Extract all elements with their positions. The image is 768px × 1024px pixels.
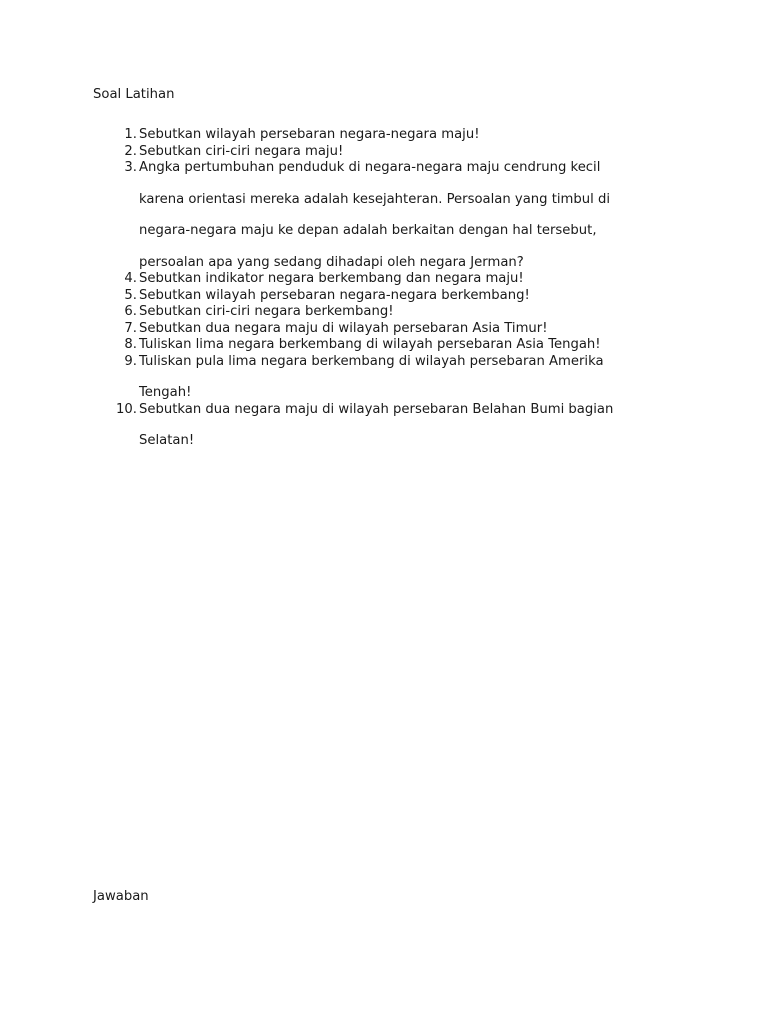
question-number: 7. xyxy=(124,320,137,336)
question-text-continued: negara-negara maju ke depan adalah berkaitan dengan hal tersebut, xyxy=(139,223,597,238)
question-item xyxy=(0,144,768,161)
question-text: Tuliskan lima negara berkembang di wilayah persebaran Asia Tengah! xyxy=(139,337,601,352)
question-number: 9. xyxy=(124,353,137,369)
question-text-continued: Tengah! xyxy=(139,385,192,400)
question-item xyxy=(0,127,768,144)
question-item xyxy=(0,354,768,402)
question-item xyxy=(0,271,768,288)
question-number: 10. xyxy=(116,401,137,417)
question-text: Sebutkan dua negara maju di wilayah persebaran Asia Timur! xyxy=(139,320,548,336)
question-text: Sebutkan ciri-ciri negara berkembang! xyxy=(139,304,394,319)
question-number: 5. xyxy=(124,287,137,303)
document-title: Soal Latihan xyxy=(93,87,175,102)
question-item xyxy=(0,160,768,271)
question-text: Sebutkan wilayah persebaran negara-negara berkembang! xyxy=(139,287,530,303)
question-text-continued: Selatan! xyxy=(139,433,195,448)
answer-label: Jawaban xyxy=(93,889,149,904)
question-item xyxy=(0,321,768,338)
question-number: 3. xyxy=(124,160,137,175)
question-text-continued: persoalan apa yang sedang dihadapi oleh negara Jerman? xyxy=(139,254,524,270)
question-text: Sebutkan indikator negara berkembang dan negara maju! xyxy=(139,271,524,286)
question-number: 4. xyxy=(124,271,137,286)
question-list xyxy=(0,127,768,450)
question-item xyxy=(0,402,768,450)
question-number: 6. xyxy=(124,304,137,319)
question-text: Tuliskan pula lima negara berkembang di wilayah persebaran Amerika xyxy=(139,353,604,369)
question-number: 8. xyxy=(124,337,137,352)
question-number: 1. xyxy=(124,127,137,142)
question-text: Sebutkan dua negara maju di wilayah persebaran Belahan Bumi bagian xyxy=(139,401,614,417)
question-item xyxy=(0,304,768,321)
question-text: Sebutkan ciri-ciri negara maju! xyxy=(139,143,344,159)
question-item xyxy=(0,337,768,354)
question-text-continued: karena orientasi mereka adalah kesejahteran. Persoalan yang timbul di xyxy=(139,191,611,207)
question-number: 2. xyxy=(124,143,137,159)
question-item xyxy=(0,288,768,305)
question-text: Angka pertumbuhan penduduk di negara-negara maju cendrung kecil xyxy=(139,160,601,175)
question-text: Sebutkan wilayah persebaran negara-negara maju! xyxy=(139,127,480,142)
